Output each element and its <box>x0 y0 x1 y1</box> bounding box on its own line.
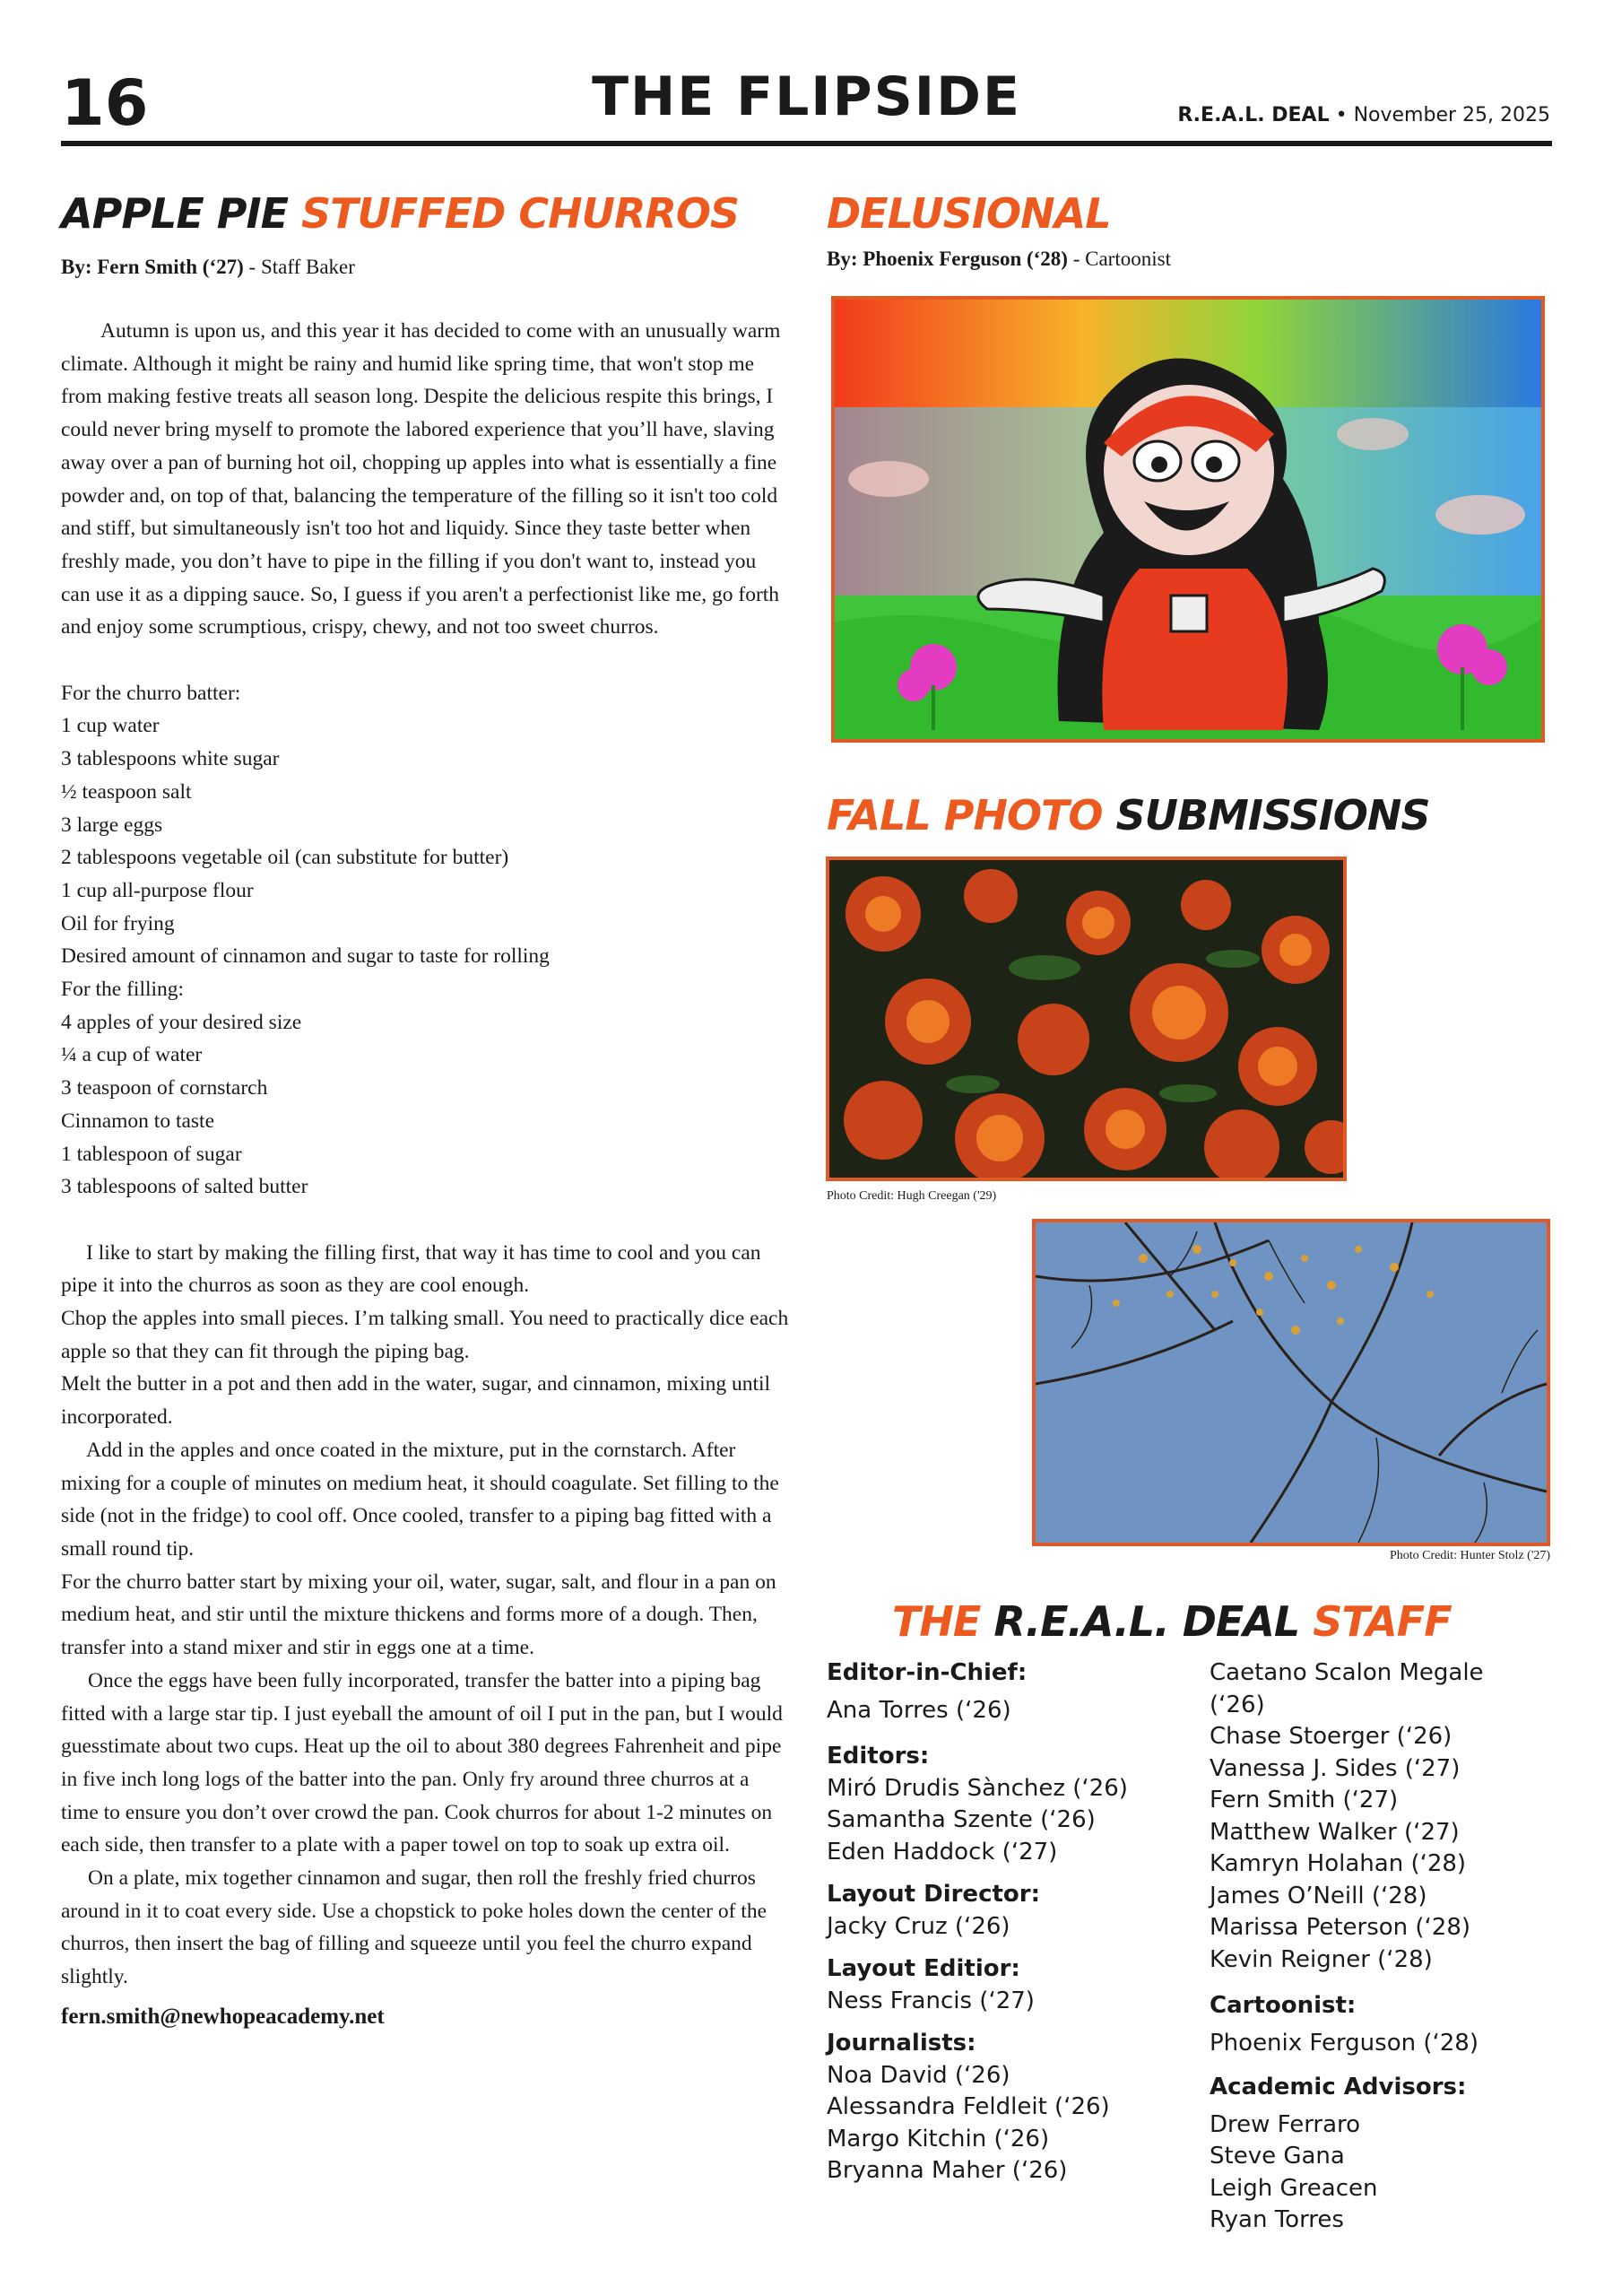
step: On a plate, mix together cinnamon and sugar, then roll the freshly fried churros around in it to coat every side. Use a chopstick to poke holes down the center of the churros, then insert the bag of filling and squeeze until you feel the churro expand slightly. <box>61 1866 767 1989</box>
flower-photo-drawing <box>829 860 1343 1178</box>
tree-photo <box>1032 1219 1550 1546</box>
ingredient-list <box>61 677 789 1204</box>
ingredient: 1 tablespoon of sugar <box>61 1142 242 1166</box>
staff-name: Ness Francis (‘27) <box>827 1987 1035 2014</box>
staff-name: Vanessa J. Sides (‘27) <box>1210 1754 1461 1782</box>
issue-date: November 25, 2025 <box>1353 104 1550 126</box>
ingredient: ½ teaspoon salt <box>61 779 192 804</box>
ingredient: Desired amount of cinnamon and sugar to taste for rolling <box>61 944 550 969</box>
role-label: Cartoonist: <box>1210 1992 1357 2019</box>
ingredient: 4 apples of your desired size <box>61 1010 302 1034</box>
staff-name: James O’Neill (‘28) <box>1210 1882 1427 1909</box>
role-label: Academic Advisors: <box>1210 2074 1467 2100</box>
staff-name: Fern Smith (‘27) <box>1210 1787 1399 1813</box>
staff-name: Bryanna Maher (‘26) <box>827 2157 1068 2184</box>
staff-name: Drew Ferraro <box>1210 2110 1361 2138</box>
staff-name: Kamryn Holahan (‘28) <box>1210 1850 1467 1877</box>
staff-group <box>1210 1990 1550 2059</box>
author-email[interactable]: fern.smith@newhopeacademy.net <box>61 2004 385 2029</box>
staff-name: Steve Gana <box>1210 2143 1345 2170</box>
ingredient: 1 cup all-purpose flour <box>61 878 254 902</box>
step: I like to start by making the filling first, that way it has time to cool and you can pipe it into the churros as soon as they are cool enough. <box>61 1240 761 1298</box>
section-title: THE FLIPSIDE <box>592 65 1021 128</box>
headline-part-2: STUFFED CHURROS <box>301 189 740 238</box>
article-headline <box>61 189 789 238</box>
cartoon-headline: DELUSIONAL <box>827 189 1111 238</box>
staff-name: Leigh Greacen <box>1210 2174 1378 2202</box>
role-label: Editors: <box>827 1743 930 1770</box>
staff-name: Alessandra Feldleit (‘26) <box>827 2093 1110 2120</box>
article-body <box>61 315 789 1994</box>
ingredient: ¼ a cup of water <box>61 1043 203 1067</box>
byline-role: - Staff Baker <box>243 256 355 278</box>
step: Chop the apples into small pieces. I’m talking small. You need to practically dice each apple so that they can fit through the piping bag. <box>61 1307 789 1363</box>
article-intro: Autumn is upon us, and this year it has decided to come with an unusually warm climate. Although it might be rainy and humid like spring time, that won't stop me from making festive treats all season long. Despite the delicious respite this brings, I could never bring myself to promote the labored experience that you’ll have, slaving away over a pan of burning hot oil, chopping up apples into what is essentially a fine powder and, on top of that, balancing the temperature of the filling so it isn't too cold and stiff, but simultaneously isn't too hot and liquidy. Since they taste better when freshly made, you don’t have to pipe in the filling if you don't want to, instead you can use it as a dipping sauce. So, I guess if you aren't a perfectionist like me, go forth and enjoy some scrumptious, crispy, chewy, and not too sweet churros. <box>61 319 781 639</box>
staff-group <box>827 2028 1203 2187</box>
staff-headline <box>892 1597 1452 1646</box>
byline-role: - Cartoonist <box>1067 248 1171 270</box>
staff-name: Margo Kitchin (‘26) <box>827 2125 1050 2152</box>
staff-name: Kevin Reigner (‘28) <box>1210 1945 1433 1973</box>
publication-name: R.E.A.L. DEAL <box>1177 104 1330 126</box>
headline-part-1: THE <box>892 1597 981 1646</box>
staff-name: Eden Haddock (‘27) <box>827 1838 1058 1866</box>
staff-name: Miró Drudis Sànchez (‘26) <box>827 1774 1128 1802</box>
header-rule <box>61 141 1552 146</box>
staff-column-2 <box>1210 1657 1550 2248</box>
tree-photo-drawing <box>1036 1222 1547 1543</box>
photo-credit-2: Photo Credit: Hunter Stolz ('27) <box>1389 1549 1550 1562</box>
headline-part-2: R.E.A.L. DEAL <box>993 1597 1300 1646</box>
step: Once the eggs have been fully incorporated, transfer the batter into a piping bag fitted with a large star tip. I just eyeball the amount of oil I put in the pan, but I would guesstimate about two cups. Heat up the oil to about 380 degrees Fahrenheit and pipe in five inch long logs of the batter into the pan. Only fry around three churros at a time to ensure you don’t over crowd the pan. Cook churros for about 1-2 minutes on each side, then transfer to a plate with a paper towel on top to soak up extra oil. <box>61 1668 783 1857</box>
headline-part-1: FALL PHOTO <box>827 791 1103 839</box>
staff-name: Caetano Scalon Megale (‘26) <box>1210 1659 1484 1718</box>
ingredient: 3 large eggs <box>61 813 163 837</box>
byline-author: By: Fern Smith (‘27) <box>61 256 244 278</box>
headline-part-1: APPLE PIE <box>61 189 289 238</box>
cartoon-drawing <box>835 300 1541 739</box>
step: For the churro batter start by mixing your oil, water, sugar, salt, and flour in a pan on medium heat, and stir until the mixture thickens and forms more of a dough. Then, transfer into a stand mixer and stir in eggs one at a time. <box>61 1570 776 1660</box>
staff-name: Samantha Szente (‘26) <box>827 1806 1096 1833</box>
ingredient: Cinnamon to taste <box>61 1109 215 1133</box>
page-number: 16 <box>61 66 149 140</box>
staff-name: Matthew Walker (‘27) <box>1210 1818 1460 1846</box>
photo-credit-1: Photo Credit: Hugh Creegan ('29) <box>827 1189 997 1203</box>
role-label: Layout Editior: <box>827 1955 1020 1982</box>
staff-group <box>1210 1657 1550 1976</box>
ingredient: Oil for frying <box>61 911 175 935</box>
ingredient: 3 teaspoon of cornstarch <box>61 1076 268 1100</box>
staff-name: Marissa Peterson (‘28) <box>1210 1914 1471 1941</box>
staff-name: Ana Torres (‘26) <box>827 1696 1011 1724</box>
article <box>61 189 789 2030</box>
staff-column-1 <box>827 1657 1203 2198</box>
staff-group <box>827 1657 1203 1726</box>
separator: • <box>1335 104 1348 126</box>
ingredient: 3 tablespoons of salted butter <box>61 1175 308 1199</box>
photos-headline <box>827 791 1430 839</box>
byline-author: By: Phoenix Ferguson (‘28) <box>827 248 1068 270</box>
role-label: Layout Director: <box>827 1881 1040 1908</box>
staff-group <box>827 1741 1203 1868</box>
staff-name: Phoenix Ferguson (‘28) <box>1210 2029 1479 2057</box>
issue-line <box>1177 104 1550 126</box>
headline-part-3: STAFF <box>1313 1597 1452 1646</box>
staff-name: Noa David (‘26) <box>827 2061 1010 2089</box>
staff-name: Ryan Torres <box>1210 2206 1344 2233</box>
ingredient: For the churro batter: <box>61 681 241 705</box>
role-label: Journalists: <box>827 2030 976 2057</box>
ingredient: 2 tablespoons vegetable oil (can substitute for butter) <box>61 846 509 870</box>
cartoon-image <box>831 296 1545 743</box>
flower-photo <box>826 857 1347 1181</box>
staff-group <box>1210 2072 1550 2237</box>
role-label: Editor-in-Chief: <box>827 1659 1028 1686</box>
headline-part-2: SUBMISSIONS <box>1115 791 1430 839</box>
ingredient: For the filling: <box>61 978 185 1002</box>
staff-name: Jacky Cruz (‘26) <box>827 1912 1010 1940</box>
article-byline <box>61 256 789 279</box>
ingredient: 1 cup water <box>61 714 160 738</box>
ingredient: 3 tablespoons white sugar <box>61 747 280 771</box>
step: Add in the apples and once coated in the mixture, put in the cornstarch. After mixing for a couple of minutes on medium heat, it should coagulate. Set filling to the side (not in the fridge) to cool off. Once cooled, transfer to a piping bag fitted with a small round tip. <box>61 1438 779 1561</box>
staff-group <box>827 1953 1203 2017</box>
staff-group <box>827 1879 1203 1943</box>
staff-name: Chase Stoerger (‘26) <box>1210 1723 1453 1750</box>
cartoon-byline <box>827 248 1171 271</box>
step: Melt the butter in a pot and then add in the water, sugar, and cinnamon, mixing until incorporated. <box>61 1372 771 1430</box>
